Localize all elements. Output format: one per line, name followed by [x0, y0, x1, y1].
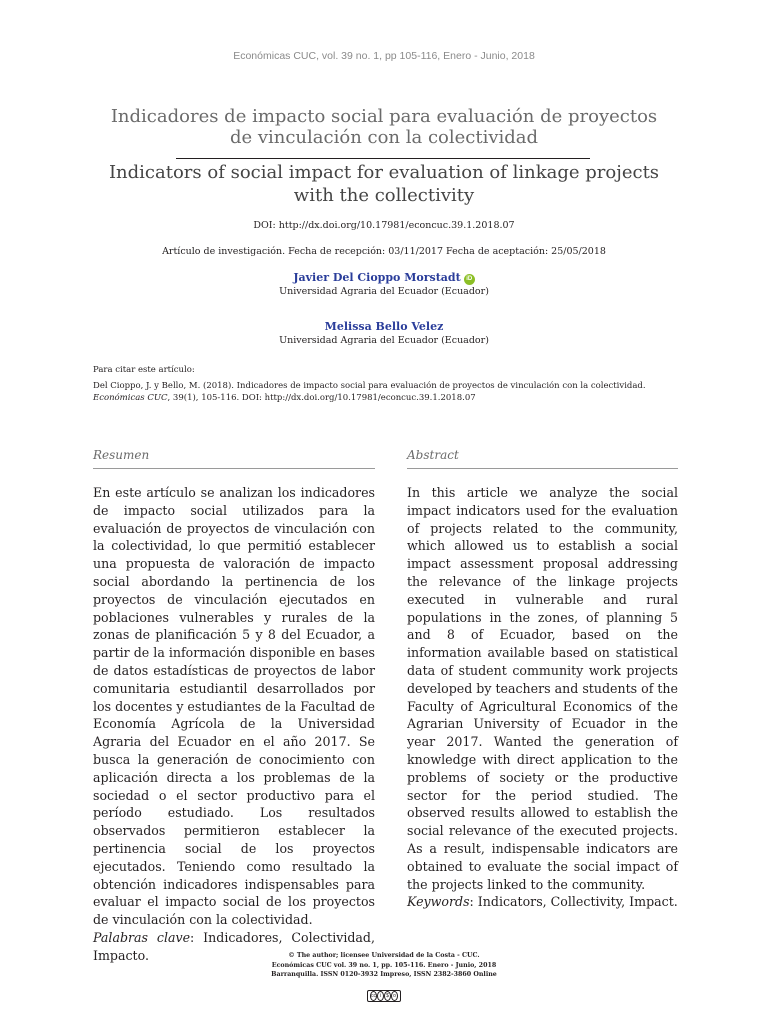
author-affiliation: Universidad Agraria del Ecuador (Ecuador) — [279, 286, 489, 297]
noncommercial-icon: $ — [384, 991, 391, 1001]
citation-label: Para citar este artículo: — [93, 365, 195, 375]
citation-block — [93, 364, 683, 404]
citation-reference: Del Cioppo, J. y Bello, M. (2018). Indicadores de impacto social para evaluación de proyectos de vinculación con la colectividad. — [93, 381, 646, 391]
resumen-keywords-label: Palabras clave — [93, 929, 191, 945]
resumen-heading: Resumen — [93, 448, 375, 469]
sharealike-icon: o — [391, 991, 398, 1001]
orcid-icon[interactable]: iD — [464, 274, 475, 285]
author-name-text: Javier Del Cioppo Morstadt — [293, 271, 461, 284]
author-affiliation: Universidad Agraria del Ecuador (Ecuador) — [279, 335, 489, 346]
doi-link[interactable]: DOI: http://dx.doi.org/10.17981/econcuc.39.1.2018.07 — [253, 220, 515, 231]
resumen-body — [93, 484, 375, 965]
cc-icon: cc — [371, 993, 376, 999]
footer-journal-line: Económicas CUC vol. 39 no. 1, pp. 105-116. Enero - Junio, 2018 — [271, 961, 497, 969]
abstract-body — [407, 484, 678, 911]
journal-header: Económicas CUC, vol. 39 no. 1, pp 105-116, Enero - Junio, 2018 — [233, 50, 535, 62]
citation-text — [93, 380, 683, 404]
abstract-keywords: : Indicators, Collectivity, Impact. — [469, 894, 678, 910]
resumen-keywords: : Indicadores, Colectividad, Impacto. — [93, 929, 375, 963]
citation-journal: Económicas CUC — [93, 393, 168, 403]
title-spanish: Indicadores de impacto social para evaluación de proyectos de vinculación con la colectividad — [110, 106, 658, 148]
title-divider — [176, 158, 590, 159]
title-english: Indicators of social impact for evaluation of linkage projects with the collectivity — [108, 162, 660, 206]
attribution-icon: i — [377, 991, 384, 1001]
author-name: Melissa Bello Velez — [324, 320, 444, 333]
author-name — [0, 270, 768, 285]
creative-commons-by-nc-sa-icon[interactable] — [367, 990, 401, 1002]
copyright-footer — [0, 951, 768, 980]
resumen-text: En este artículo se analizan los indicadores de impacto social utilizados para la evaluación de proyectos de vinculación con la colectividad, lo que permitió establecer una propuesta de valoración de impacto social abordando la pertinencia de los proyectos de vinculación ejecutados en poblaciones vulnerables y rurales de la zonas de planificación 5 y 8 del Ecuador, a partir de la información disponible en bases de datos estadísticas de proyectos de labor comunitaria estudiantil desarrollados por los docentes y estudiantes de la Facultad de Economía Agrícola de la Universidad Agraria del Ecuador en el año 2017. Se busca la generación de conocimiento con aplicación directa a los problemas de la sociedad o el sector productivo para el período estudiado. Los resultados observados permitieron establecer la pertinencia social de los proyectos ejecutados. Teniendo como resultado la obtención indicadores indispensables para evaluar el impacto social de los proyectos de vinculación con la colectividad. — [93, 485, 375, 928]
author-block — [0, 319, 768, 347]
citation-details: , 39(1), 105-116. DOI: http://dx.doi.org/10.17981/econcuc.39.1.2018.07 — [167, 393, 476, 403]
abstract-section — [407, 448, 678, 911]
footer-license-line: © The author; licensee Universidad de la Costa - CUC. — [288, 952, 480, 959]
abstract-heading: Abstract — [407, 448, 678, 469]
author-block — [0, 270, 768, 298]
resumen-section — [93, 448, 375, 965]
article-type-dates: Artículo de investigación. Fecha de recepción: 03/11/2017 Fecha de aceptación: 25/05/2018 — [162, 246, 606, 257]
abstract-text: In this article we analyze the social impact indicators used for the evaluation of projects related to the community, which allowed us to establish a social impact assessment proposal addressing the relevance of the linkage projects executed in vulnerable and rural populations in the zones, of planning 5 and 8 of Ecuador, based on the information available based on statistical data of student community work projects developed by teachers and students of the Faculty of Agricultural Economics of the Agrarian University of Ecuador in the year 2017. Wanted the generation of knowledge with direct application to the problems of society or the productive sector for the period studied. The observed results allowed to establish the social relevance of the executed projects. As a result, indispensable indicators are obtained to evaluate the social impact of the projects linked to the community. — [407, 485, 678, 892]
abstract-keywords-label: Keywords — [407, 894, 470, 910]
footer-issn-line: Barranquilla. ISSN 0120-3932 Impreso, ISSN 2382-3860 Online — [271, 971, 497, 978]
